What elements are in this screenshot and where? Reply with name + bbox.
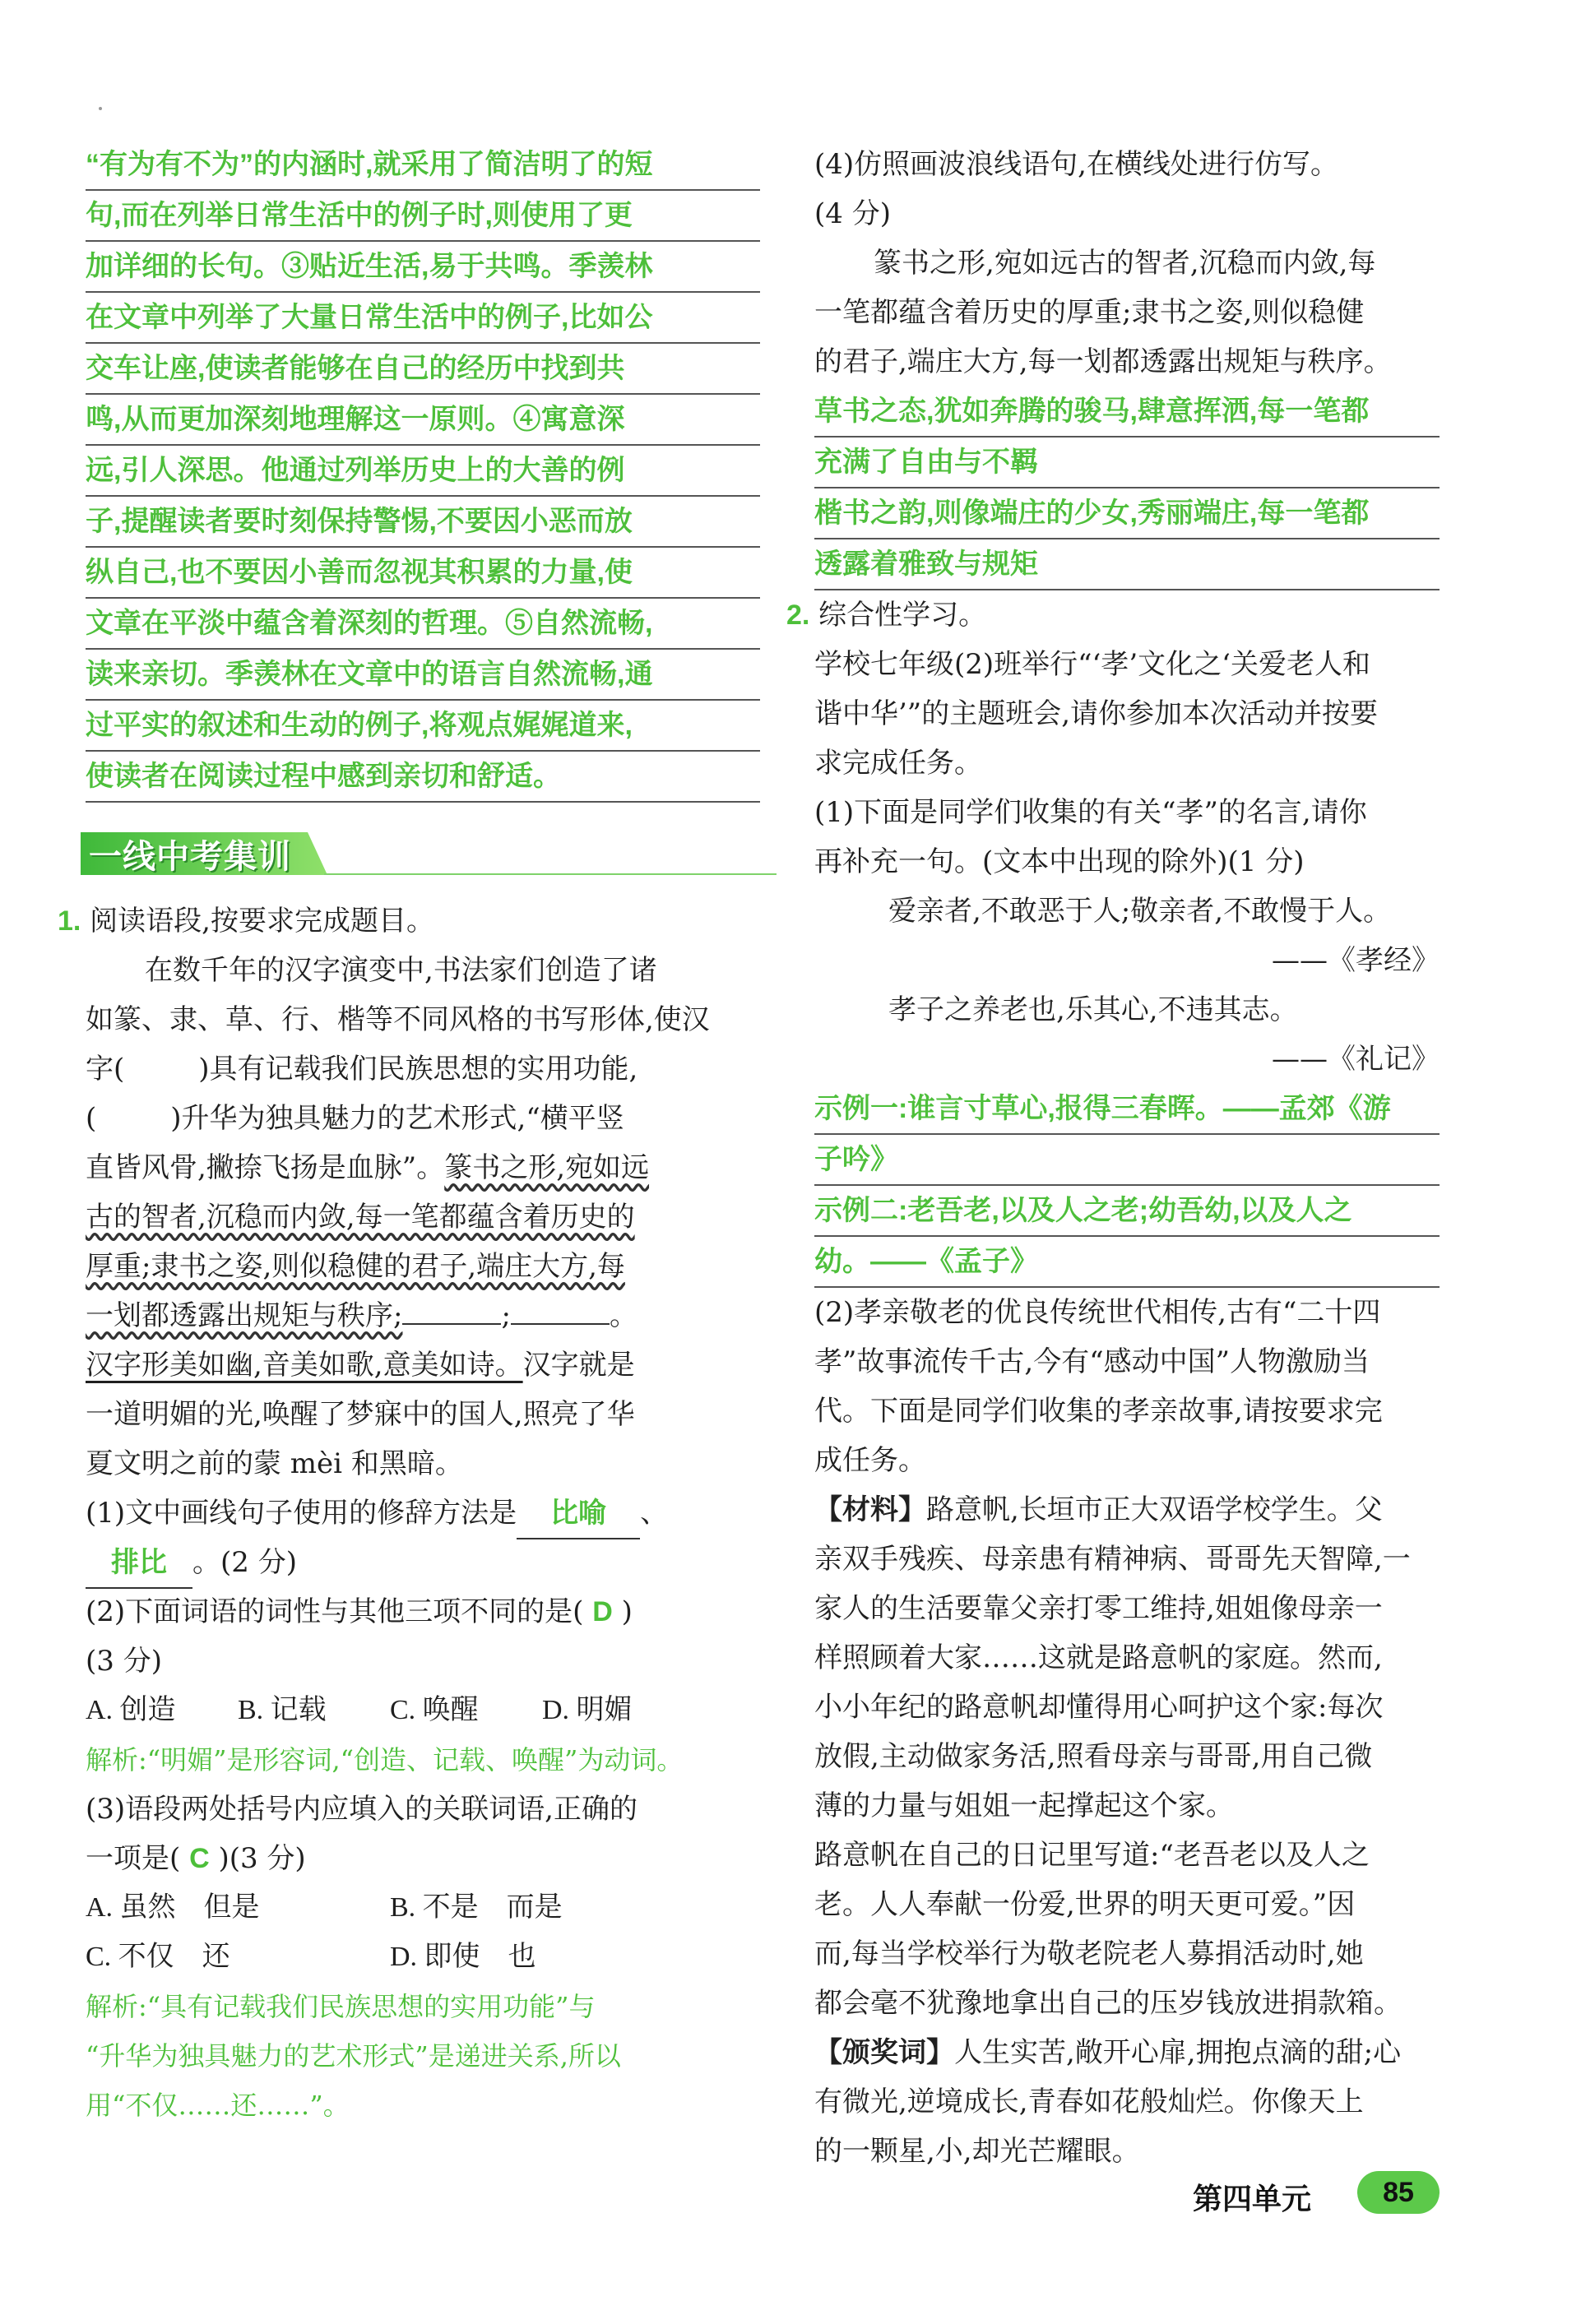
banner-rule bbox=[324, 873, 777, 875]
question-stem-text: 阅读语段,按要求完成题目。 bbox=[90, 905, 434, 937]
option[interactable]: B. 记载 bbox=[238, 1695, 327, 1725]
intro-line: 求完成任务。 bbox=[814, 747, 982, 780]
material-line: 老。人人奉献一份爱,世界的明天更可爱。”因 bbox=[814, 1888, 1356, 1921]
option[interactable]: C. 不仅 还 bbox=[86, 1942, 230, 1972]
quote-source: ——《礼记》 bbox=[1272, 1043, 1440, 1076]
sub-question-2 bbox=[86, 1587, 760, 1637]
wavy-underlined-text: 一划都透露出规矩与秩序; bbox=[86, 1299, 403, 1332]
material-line: 路意帆在自己的日记里写道:“老吾老以及人之 bbox=[814, 1839, 1370, 1872]
material-line bbox=[814, 1485, 1440, 1535]
option[interactable]: C. 唤醒 bbox=[390, 1695, 479, 1725]
question-number: 2. bbox=[786, 600, 810, 631]
passage-text: 。 bbox=[609, 1299, 638, 1332]
question-2-title bbox=[786, 590, 1440, 640]
left-column bbox=[58, 140, 760, 2130]
answer-block bbox=[86, 140, 760, 803]
answer-line: 示例二:老吾老,以及人之老;幼吾幼,以及人之 bbox=[814, 1186, 1440, 1237]
passage-line: 在数千年的汉字演变中,书法家们创造了诸 bbox=[145, 954, 657, 987]
material-line: 家人的生活要靠父亲打零工维持,姐姐像母亲一 bbox=[814, 1592, 1383, 1625]
answer-line: 示例一:谁言寸草心,报得三春晖。——孟郊《游 bbox=[814, 1084, 1440, 1135]
choice-answer[interactable]: D bbox=[592, 1596, 613, 1627]
material-line: 都会毫不犹豫地拿出自己的压岁钱放进捐款箱。 bbox=[814, 1987, 1402, 2020]
passage-text: ( bbox=[86, 1102, 97, 1135]
option[interactable]: D. 明媚 bbox=[542, 1695, 633, 1725]
question-title: 综合性学习。 bbox=[818, 599, 987, 632]
explanation: 解析:“具有记载我们民族思想的实用功能”与 bbox=[86, 1991, 596, 2022]
material-line: 而,每当学校举行为敬老院老人募捐活动时,她 bbox=[814, 1937, 1364, 1970]
passage-line: 一道明媚的光,唤醒了梦寐中的国人,照亮了华 bbox=[86, 1398, 635, 1431]
page-number: 85 bbox=[1357, 2171, 1440, 2214]
sub-question-1 bbox=[86, 1488, 760, 1538]
model-text-line: 一笔都蕴含着历史的厚重;隶书之姿,则似稳健 bbox=[814, 296, 1365, 329]
sub-question-2-cont: 代。下面是同学们收集的孝亲故事,请按要求完 bbox=[814, 1395, 1383, 1428]
section-banner bbox=[86, 827, 760, 880]
sub-question-text: ) bbox=[621, 1595, 633, 1628]
sub-question-text: 一项是( bbox=[86, 1842, 181, 1875]
explanation: 解析:“明媚”是形容词,“创造、记载、唤醒”为动词。 bbox=[86, 1744, 684, 1775]
sub-question-4: (4)仿照画波浪线语句,在横线处进行仿写。 bbox=[814, 148, 1338, 181]
quote-source: ——《孝经》 bbox=[1272, 944, 1440, 977]
page-footer bbox=[1193, 2171, 1448, 2220]
wavy-underlined-text: 篆书之形,宛如远 bbox=[444, 1151, 650, 1184]
fill-blank-2[interactable] bbox=[511, 1323, 610, 1325]
sub-question-1-cont bbox=[86, 1538, 760, 1587]
answer-line: 充满了自由与不羁 bbox=[814, 437, 1440, 488]
quote-answers bbox=[814, 1084, 1440, 1288]
fill-blank-1[interactable] bbox=[402, 1323, 501, 1325]
sub-question-text: 。(2 分) bbox=[192, 1546, 297, 1579]
answer-line: 句,而在列举日常生活中的例子时,则使用了更 bbox=[86, 191, 760, 242]
sub-question-text: (2)下面词语的词性与其他三项不同的是( bbox=[86, 1595, 584, 1628]
question-stem bbox=[58, 896, 760, 946]
sub-question-2-cont: 孝”故事流传千古,今有“感动中国”人物激励当 bbox=[814, 1345, 1370, 1378]
answer-line: 远,引人深思。他通过列举历史上的大善的例 bbox=[86, 446, 760, 497]
material-line: 放假,主动做家务活,照看母亲与哥哥,用自己微 bbox=[814, 1740, 1373, 1773]
passage-text: 字( bbox=[86, 1053, 125, 1086]
answer-line: 子,提醒读者要时刻保持警惕,不要因小恶而放 bbox=[86, 497, 760, 548]
scan-dot bbox=[99, 107, 102, 110]
options-row bbox=[86, 1686, 760, 1735]
wavy-underlined-line: 厚重;隶书之姿,则似稳健的君子,端庄大方,每 bbox=[86, 1250, 625, 1283]
score-note: (3 分) bbox=[86, 1645, 162, 1678]
answer-line: 子吟》 bbox=[814, 1135, 1440, 1186]
passage-text: ; bbox=[501, 1299, 511, 1332]
answer-line: 鸣,从而更加深刻地理解这一原则。④寓意深 bbox=[86, 395, 760, 446]
choice-answer[interactable]: C bbox=[189, 1843, 210, 1874]
award-line bbox=[814, 2028, 1440, 2077]
answer-blank[interactable]: 比喻 bbox=[517, 1488, 640, 1539]
score-note: (4 分) bbox=[814, 197, 891, 230]
sub-question-1: (1)下面是同学们收集的有关“孝”的名言,请你 bbox=[814, 796, 1367, 829]
award-text: 人生实苦,敞开心扉,拥抱点滴的甜;心 bbox=[954, 2036, 1402, 2069]
material-text: 路意帆,长垣市正大双语学校学生。父 bbox=[926, 1493, 1383, 1526]
right-column bbox=[786, 140, 1440, 2176]
intro-line: 学校七年级(2)班举行“‘孝’文化之‘关爱老人和 bbox=[814, 648, 1370, 681]
explanation: “升华为独具魅力的艺术形式”是递进关系,所以 bbox=[86, 2040, 621, 2072]
answer-line: 幼。——《孟子》 bbox=[814, 1237, 1440, 1288]
answer-blank[interactable]: 排比 bbox=[86, 1538, 192, 1589]
answer-line: 草书之态,犹如奔腾的骏马,肆意挥洒,每一笔都 bbox=[814, 387, 1440, 437]
answer-line: 透露着雅致与规矩 bbox=[814, 539, 1440, 590]
answer-line: 在文章中列举了大量日常生活中的例子,比如公 bbox=[86, 293, 760, 344]
quote: 孝子之养老也,乐其心,不违其志。 bbox=[888, 993, 1298, 1026]
passage-line bbox=[86, 1044, 760, 1094]
passage-text: )升华为独具魅力的艺术形式,“横平竖 bbox=[170, 1102, 624, 1135]
answer-line: 交车让座,使读者能够在自己的经历中找到共 bbox=[86, 344, 760, 395]
sub-question-2: (2)孝亲敬老的优良传统世代相传,古有“二十四 bbox=[814, 1296, 1381, 1329]
sub-question-text: (1)文中画线句子使用的修辞方法是 bbox=[86, 1497, 517, 1530]
passage-line bbox=[86, 1143, 760, 1192]
model-text-line: 的君子,端庄大方,每一划都透露出规矩与秩序。 bbox=[814, 345, 1392, 378]
underlined-text: 汉字形美如幽,音美如歌,意美如诗。 bbox=[86, 1349, 523, 1382]
options-row bbox=[86, 1933, 760, 1982]
option[interactable]: D. 即使 也 bbox=[390, 1942, 536, 1972]
sub-question-text: 、 bbox=[640, 1497, 669, 1530]
imitation-answers bbox=[814, 387, 1440, 590]
sub-question-3-cont bbox=[86, 1834, 760, 1883]
passage-text: 直皆风骨,撇捺飞扬是血脉”。 bbox=[86, 1151, 445, 1184]
answer-line: 文章在平淡中蕴含着深刻的哲理。⑤自然流畅, bbox=[86, 599, 760, 650]
option[interactable]: A. 创造 bbox=[86, 1695, 176, 1725]
answer-line: 使读者在阅读过程中感到亲切和舒适。 bbox=[86, 752, 760, 803]
answer-line: 加详细的长句。③贴近生活,易于共鸣。季羡林 bbox=[86, 242, 760, 293]
sub-question-3: (3)语段两处括号内应填入的关联词语,正确的 bbox=[86, 1793, 638, 1826]
passage-line bbox=[86, 1094, 760, 1143]
unit-label: 第四单元 bbox=[1193, 2182, 1312, 2215]
material-line: 样照顾着大家……这就是路意帆的家庭。然而, bbox=[814, 1641, 1383, 1674]
wavy-underlined-line: 古的智者,沉稳而内敛,每一笔都蕴含着历史的 bbox=[86, 1201, 635, 1234]
sub-question-text: )(3 分) bbox=[218, 1842, 306, 1875]
quote: 爱亲者,不敢恶于人;敬亲者,不敢慢于人。 bbox=[888, 895, 1392, 928]
answer-line: 纵自己,也不要因小善而忽视其积累的力量,使 bbox=[86, 548, 760, 599]
section-title: 一线中考集训 bbox=[89, 839, 291, 875]
material-line: 亲双手残疾、母亲患有精神病、哥哥先天智障,一 bbox=[814, 1543, 1411, 1576]
answer-line: 读来亲切。季羡林在文章中的语言自然流畅,通 bbox=[86, 650, 760, 701]
intro-line: 谐中华’”的主题班会,请你参加本次活动并按要 bbox=[814, 697, 1378, 730]
answer-line: 楷书之韵,则像端庄的少女,秀丽端庄,每一笔都 bbox=[814, 488, 1440, 539]
question-1 bbox=[58, 896, 760, 2130]
material-line: 小小年纪的路意帆却懂得用心呵护这个家:每次 bbox=[814, 1691, 1384, 1724]
passage-line: 如篆、隶、草、行、楷等不同风格的书写形体,使汉 bbox=[86, 1003, 710, 1036]
sub-question-2-cont: 成任务。 bbox=[814, 1444, 926, 1477]
material-line: 薄的力量与姐姐一起撑起这个家。 bbox=[814, 1789, 1234, 1822]
options-row bbox=[86, 1883, 760, 1933]
award-line: 有微光,逆境成长,青春如花般灿烂。你像天上 bbox=[814, 2086, 1364, 2118]
answer-line: 过平实的叙述和生动的例子,将观点娓娓道来, bbox=[86, 701, 760, 752]
award-line: 的一颗星,小,却光芒耀眼。 bbox=[814, 2135, 1140, 2168]
answer-line: “有为有不为”的内涵时,就采用了简洁明了的短 bbox=[86, 140, 760, 191]
option[interactable]: A. 虽然 但是 bbox=[86, 1892, 260, 1923]
sub-question-1-cont: 再补充一句。(文本中出现的除外)(1 分) bbox=[814, 845, 1305, 878]
question-number: 1. bbox=[58, 905, 81, 937]
award-label: 【颁奖词】 bbox=[814, 2037, 954, 2068]
passage-text: )具有记载我们民族思想的实用功能, bbox=[198, 1053, 638, 1086]
passage-text: 汉字就是 bbox=[522, 1349, 635, 1382]
model-text-line: 篆书之形,宛如远古的智者,沉稳而内敛,每 bbox=[874, 247, 1376, 280]
passage-line: 夏文明之前的蒙 mèi 和黑暗。 bbox=[86, 1447, 463, 1480]
option[interactable]: B. 不是 而是 bbox=[390, 1892, 563, 1923]
passage-line bbox=[86, 1340, 760, 1390]
explanation: 用“不仅……还……”。 bbox=[86, 2090, 350, 2121]
material-label: 【材料】 bbox=[814, 1494, 926, 1525]
passage-line bbox=[86, 1291, 760, 1340]
